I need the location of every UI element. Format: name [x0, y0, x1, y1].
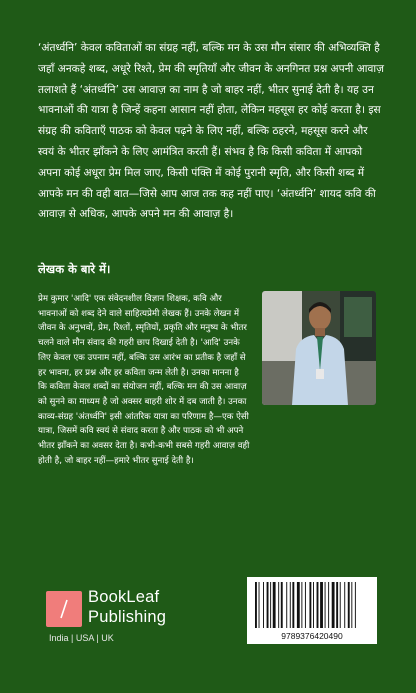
isbn-barcode	[247, 577, 377, 644]
barcode-bar	[267, 582, 269, 628]
barcode-bar	[336, 582, 338, 628]
publisher-name-line1: BookLeaf	[88, 588, 160, 606]
barcode-bar	[332, 582, 335, 628]
book-blurb: ‘अंतर्ध्वनि’ केवल कविताओं का संग्रह नहीं, बल्कि मन के उस मौन संसार की अभिव्यक्ति है जहाँ अनकहे शब्द, अधूरे रिश्ते, प्रेम की स्मृतियाँ और जीवन के अनगिनत प्रश्न अपनी आवाज़ तलाशते हैं ‘अंतर्ध्वनि’ उस आवाज़ का नाम है जो बाहर नहीं, भीतर सुनाई देती है। यह उन भावनाओं की यात्रा है जिन्हें कहना आसान नहीं होता, लेकिन महसूस हर कोई करता है। इस संग्रह की कविताएँ पाठक को केवल पढ़ने के लिए नहीं, बल्कि ठहरने, महसूस करने और स्वयं के भीतर झाँकने के लिए आमंत्रित करती हैं। संभव है कि किसी कविता में आपको अपना कोई अधूरा प्रेम मिल जाए, किसी पंक्ति में कोई पुरानी स्मृति, और किसी शब्द में आपके मन की वही बात—जिसे आप आज तक कह नहीं पाए। ‘अंतर्ध्वनि’ शायद कवि की आवाज़ से अधिक, आपके अपने मन की आवाज़ है।	[38, 42, 384, 221]
barcode-bar	[297, 582, 300, 628]
bookleaf-logo	[46, 591, 82, 627]
barcode-bar	[290, 582, 291, 628]
author-photo-image	[262, 291, 376, 405]
publisher-name-line2: Publishing	[88, 608, 167, 626]
about-author-heading: लेखक के बारे में।	[38, 262, 111, 276]
barcode-bar	[281, 582, 283, 628]
barcode-bar	[305, 582, 306, 628]
barcode-bar	[309, 582, 311, 628]
barcode-bar	[270, 582, 271, 628]
isbn-number: 9789376420490	[281, 631, 343, 641]
barcode-bar	[301, 582, 302, 628]
barcode-bar	[259, 582, 260, 628]
barcode-bar	[348, 582, 350, 628]
barcode-bar	[355, 582, 356, 628]
barcode-bar	[328, 582, 329, 628]
barcode-bar	[313, 582, 314, 628]
author-bio: प्रेम कुमार 'आदि' एक संवेदनशील विज्ञान शिक्षक, कवि और भावनाओं को शब्द देने वाले साहित्यप्रेमी लेखक हैं। उनके लेखन में जीवन के अनुभवों, प्रेम, रिश्तों, स्मृतियों, प्रकृति और मनुष्य के भीतर चलने वाले मौन संवाद की गहरी छाप दिखाई देती है। 'आदि' उनके लिए केवल एक उपनाम नहीं, बल्कि उस आरंभ का प्रतीक है जहाँ से हर भावना, हर प्रश्न और हर कविता जन्म लेती है। उनका मानना है कि कविता केवल शब्दों का संयोजन नहीं, बल्कि मन की उस आवाज़ को सुनने का माध्यम है जो अक्सर बाहरी शोर में दब जाती है। उनका काव्य-संग्रह 'अंतर्ध्वनि' इसी आंतरिक यात्रा का परिणाम है—एक ऐसी यात्रा, जिसमें कवि स्वयं से संवाद करता है और पाठक को भी अपने भीतर झाँकने का अवसर देता है। कभी-कभी सबसे गहरी आवाज़ वही होती है, जो बाहर नहीं—हमारे भीतर सुनाई देती है।	[38, 294, 250, 466]
barcode-bar	[278, 582, 279, 628]
barcode-bar	[255, 582, 257, 628]
barcode-bar	[292, 582, 294, 628]
barcode-bar	[273, 582, 276, 628]
barcode-bar	[344, 582, 345, 628]
barcode-bar	[286, 582, 287, 628]
barcode-bar	[317, 582, 319, 628]
barcode-bar	[325, 582, 326, 628]
slash-icon	[46, 591, 82, 627]
barcode-bars	[247, 577, 377, 629]
barcode-bar	[351, 582, 352, 628]
barcode-bar	[340, 582, 341, 628]
publisher-block	[46, 586, 226, 646]
barcode-bar	[263, 582, 264, 628]
publisher-countries: India | USA | UK	[49, 633, 114, 643]
barcode-bar	[320, 582, 323, 628]
author-photo	[262, 291, 376, 405]
